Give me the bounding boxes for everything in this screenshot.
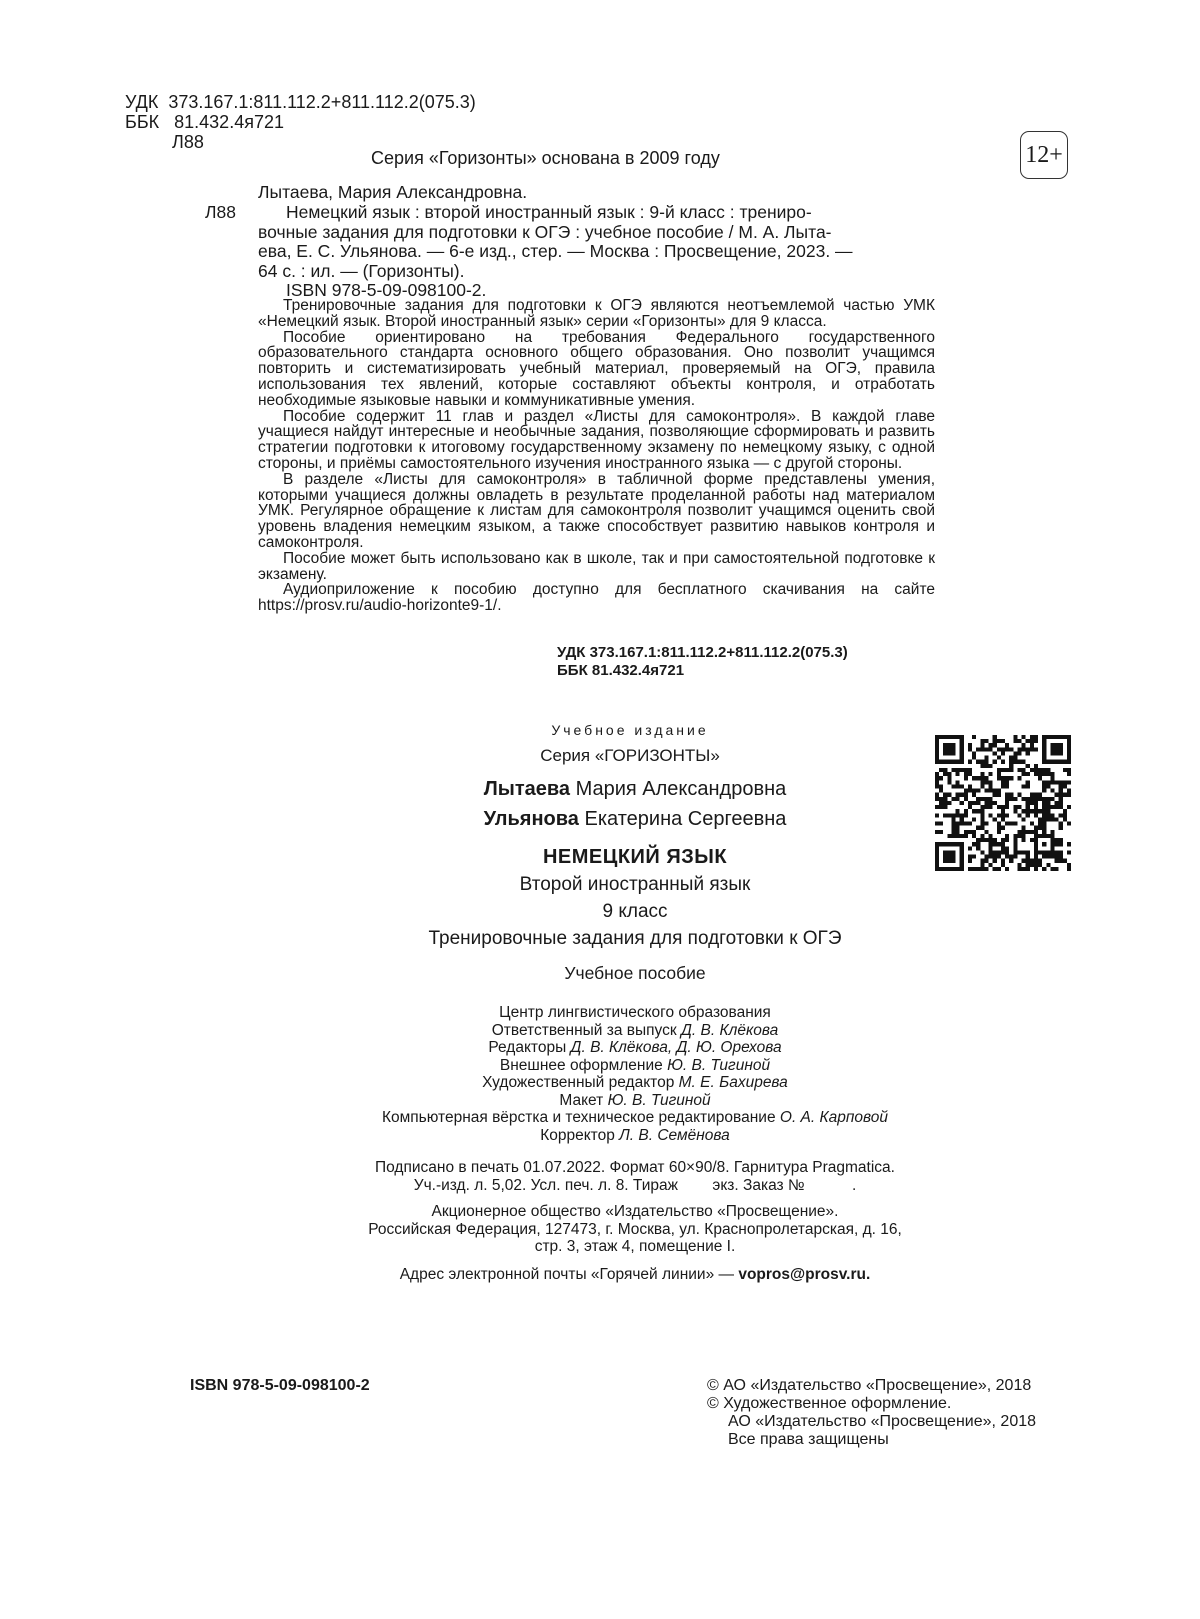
author-1: [380, 778, 890, 801]
rights-reserved: Все права защищены: [728, 1431, 889, 1448]
staff-line: Редакторы Д. В. Клёкова, Д. Ю. Орехова: [488, 1039, 782, 1056]
author-2-surname: Ульянова: [483, 808, 579, 830]
staff-line: Ответственный за выпуск Д. В. Клёкова: [491, 1021, 779, 1039]
print-line-2: Уч.-изд. л. 5,02. Усл. печ. л. 8. Тираж экз. Заказ № .: [413, 1176, 857, 1194]
desc-line: вочные задания для подготовки к ОГЭ : учебное пособие / М. А. Лыта-: [258, 221, 832, 242]
desc-line: 64 с. : ил. — (Горизонты).: [258, 260, 465, 281]
book-type: Учебное пособие: [564, 963, 706, 983]
staff-line: Центр лингвистического образования: [499, 1004, 771, 1021]
author-2: [380, 808, 890, 831]
copyright-line-3: АО «Издательство «Просвещение», 2018: [728, 1413, 1037, 1430]
bbk-line: [125, 112, 284, 132]
publisher-line-3: стр. 3, этаж 4, помещение I.: [534, 1238, 736, 1255]
author-mark: Л88: [172, 132, 204, 152]
bbk-bottom: ББК 81.432.4я721: [557, 662, 685, 679]
series-founded: Серия «Горизонты» основана в 2009 году: [371, 148, 720, 168]
abstract-paragraph: Аудиоприложение к пособию доступно для бесплатного скачивания на сайте https://prosv.ru/audio-horizonte9-1/.: [258, 581, 935, 615]
author-1-surname: Лытаева: [483, 778, 571, 800]
author-1-name: Мария Александровна: [575, 778, 787, 800]
desc-line: Немецкий язык : второй иностранный язык : 9-й класс : трениро-: [286, 202, 812, 222]
copyright-block: [707, 1377, 1036, 1449]
card-mark: Л88: [205, 202, 236, 222]
copyright-line-2: © Художественное оформление.: [707, 1395, 952, 1412]
staff-list: [280, 1004, 990, 1144]
abstract-paragraph: Пособие содержит 11 глав и раздел «Листы для самоконтроля». В каждой главе учащиеся найдут интересные и необычные задания, позволяющие сформировать и развить стратегии подготовки к итоговому государственному экзамену по немецкому языку, с одной стороны, и приёмы самостоятельного изучения иностранного языка — с другой стороны.: [258, 407, 935, 472]
staff-line: Художественный редактор М. Е. Бахирева: [482, 1074, 788, 1091]
staff-line: Макет Ю. В. Тигиной: [559, 1091, 711, 1109]
email-address: vopros@prosv.ru.: [738, 1266, 871, 1283]
imprint-series: Серия «ГОРИЗОНТЫ»: [540, 746, 720, 765]
card-heading: Лытаева, Мария Александровна.: [258, 182, 528, 202]
abstract-paragraph: В разделе «Листы для самоконтроля» в табличной форме представлены умения, которыми учащиеся должны овладеть в результате проделанной работы над материалом УМК. Регулярное обращение к листам для самоконтроля позволит учащимся оценить свой уровень владения немецким языком, а также способствует развитию навыков контроля и самоконтроля.: [258, 470, 935, 551]
publisher-info: [260, 1203, 1010, 1256]
desc-line: ева, Е. С. Ульянова. — 6-е изд., стер. — Москва : Просвещение, 2023. —: [258, 241, 853, 261]
card-abstract: [258, 298, 935, 614]
book-subtitle-3: Тренировочные задания для подготовки к ОГЭ: [428, 928, 842, 949]
email-label: Адрес электронной почты «Горячей линии» —: [399, 1266, 735, 1283]
udk-label: УДК: [125, 92, 159, 112]
card-isbn: ISBN 978-5-09-098100-2.: [286, 280, 487, 300]
publisher-line-1: Акционерное общество «Издательство «Просвещение».: [431, 1203, 839, 1220]
abstract-paragraph: Пособие может быть использовано как в школе, так и при самостоятельной подготовке к экзамену.: [258, 549, 935, 583]
print-info: [280, 1159, 990, 1194]
udk-value: 373.167.1:811.112.2+811.112.2(075.3): [168, 92, 476, 112]
print-line-1: Подписано в печать 01.07.2022. Формат 60×90/8. Гарнитура Pragmatica.: [375, 1159, 895, 1176]
abstract-paragraph: Тренировочные задания для подготовки к ОГЭ являются неотъемлемой частью УМК «Немецкий язык. Второй иностранный язык» серии «Горизонты» для 9 класса.: [258, 297, 935, 330]
edition-type: Учебное издание: [551, 722, 709, 738]
udk-bottom: УДК 373.167.1:811.112.2+811.112.2(075.3): [557, 644, 848, 661]
author-2-name: Екатерина Сергеевна: [584, 808, 787, 830]
book-subtitle-1: Второй иностранный язык: [519, 874, 751, 895]
book-title: НЕМЕЦКИЙ ЯЗЫК: [542, 846, 728, 868]
age-rating-badge: 12+: [1020, 131, 1068, 179]
footer-isbn: ISBN 978-5-09-098100-2: [190, 1377, 370, 1394]
bbk-label: ББК: [125, 112, 160, 132]
copyright-line-1: © АО «Издательство «Просвещение», 2018: [707, 1377, 1032, 1394]
staff-line: Внешнее оформление Ю. В. Тигиной: [499, 1056, 771, 1074]
qr-code: [935, 735, 1071, 871]
abstract-paragraph: Пособие ориентировано на требования Федерального государственного образовательного стандарта основного общего образования. Оно позволит учащимся повторить и систематизировать учебный материал, проверяемый на ОГЭ, правила использования тех явлений, которые составляют объекты контроля, и отработать необходимые языковые навыки и коммуникативные умения.: [258, 328, 935, 409]
udk-line: [125, 92, 476, 112]
staff-line: Корректор Л. В. Семёнова: [540, 1126, 730, 1144]
book-subtitle-2: 9 класс: [602, 901, 668, 922]
card-description: [258, 203, 935, 301]
bbk-value: 81.432.4я721: [174, 112, 284, 132]
publisher-line-2: Российская Федерация, 127473, г. Москва, ул. Краснопролетарская, д. 16,: [368, 1220, 902, 1238]
email-line: [280, 1266, 990, 1284]
staff-line: Компьютерная вёрстка и техническое редактирование О. А. Карповой: [381, 1109, 889, 1126]
